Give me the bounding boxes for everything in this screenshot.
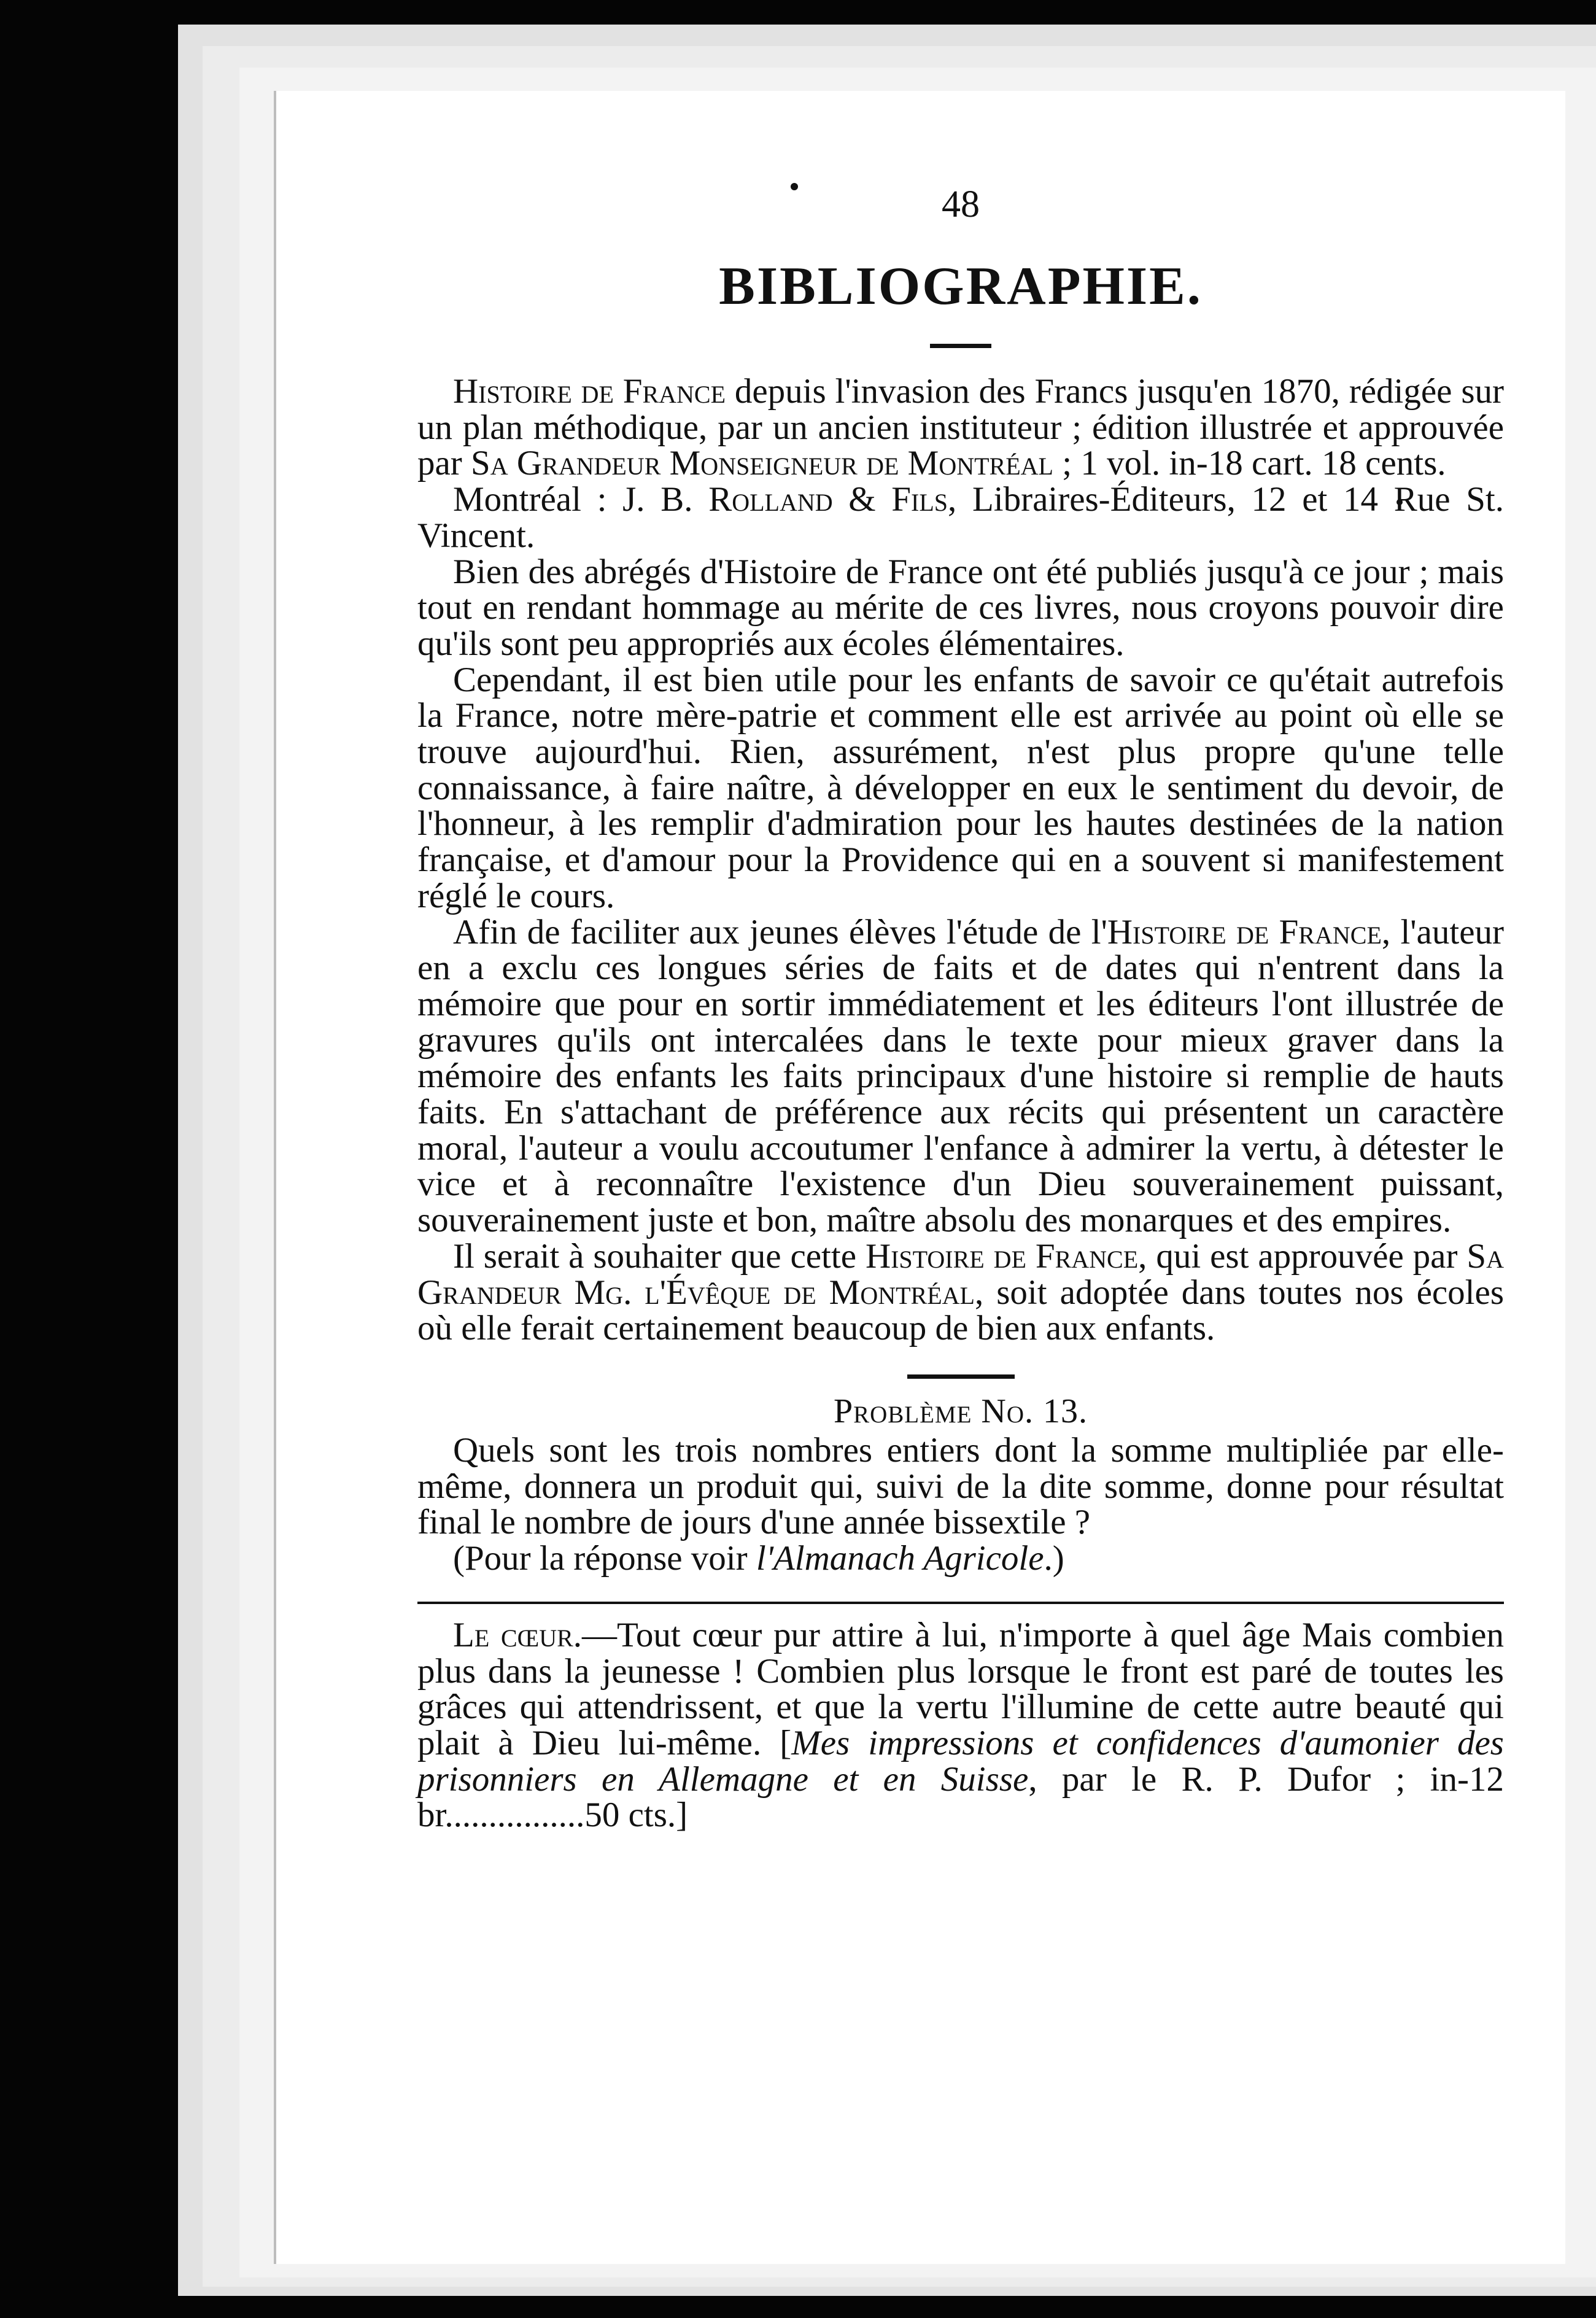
coeur-label: Le cœur [453,1615,573,1654]
document-page [276,91,1565,2264]
publisher-line: Montréal : J. B. Rolland & Fils, Libraires-Éditeurs, 12 et 14 Rue St. Vincent. [417,480,1504,555]
book-title: Histoire de France [1107,912,1382,952]
heading-rule [930,344,991,348]
book-entry: Histoire de France depuis l'invasion des Francs jusqu'en 1870, rédigée sur un plan méthodique, par un ancien instituteur ; édition illustrée et approuvée par Sa Grandeur Monseigneur de Montréal ; 1 vol. in-18 cart. 18 cents. [417,372,1504,483]
page-number: 48 [942,184,980,225]
book-title: Histoire de France [453,372,726,411]
authority-name: Sa Grandeur Monseigneur de Montréal [471,444,1053,483]
citation-title: Mes impressions et confidences d'aumonier des prisonniers en Allemagne et en Suisse [417,1723,1504,1799]
section-heading: BIBLIOGRAPHIE. [719,257,1203,316]
bibliography-section [417,344,1504,1834]
review-paragraph: Il serait à souhaiter que cette Histoire de France, qui est approuvée par Sa Grandeur Mg. l'Évêque de Montréal, soit adoptée dans toutes nos écoles où elle ferait certainement beaucoup de bien aux enfants. [417,1236,1505,1348]
problem-title: Problème No. 13. [833,1392,1088,1430]
coeur-paragraph: Le cœur.—Tout cœur pur attire à lui, n'importe à quel âge Mais combien plus dans la jeunesse ! Combien plus lorsque le front est paré de toutes les grâces qui attendrissent, et que la vertu l'illumine de cette autre beauté qui plait à Dieu lui-même. [Mes impressions et confidences d'aumonier des prisonniers en Allemagne et en Suisse, par le R. P. Dufor ; in-12 br................50 cts.] [417,1615,1504,1835]
review-paragraph: Afin de faciliter aux jeunes élèves l'étude de l'Histoire de France, l'auteur en a exclu ces longues séries de faits et de dates qui n'entrent dans la mémoire que pour en sortir immédiatement et les éditeurs l'ont illustrée de gravures qu'ils ont intercalées dans le texte pour mieux graver dans la mémoire des enfants les faits principaux d'une histoire si remplie de hauts faits. En s'attachant de préférence aux récits qui présentent un caractère moral, l'auteur a voulu accoutumer l'enfance à admirer la vertu, à détester le vice et à reconnaître l'existence d'un Dieu souverainement puissant, souverainement juste et bon, maître absolu des monarques et des empires. [417,912,1504,1240]
problem-question: Quels sont les trois nombres entiers dont la somme multipliée par elle-même, donnera un produit qui, suivi de la dite somme, donne pour résultat final le nombre de jours d'une année bissextile ? [417,1430,1504,1542]
publisher-name: Rolland & Fils [708,480,948,519]
book-title: Histoire de France [865,1236,1139,1276]
review-paragraph: Bien des abrégés d'Histoire de France ont été publiés jusqu'à ce jour ; mais tout en rendant hommage au mérite de ces livres, nous croyons pouvoir dire qu'ils sont peu appropriés aux écoles élémentaires. [417,552,1504,663]
review-paragraph: Cependant, il est bien utile pour les enfants de savoir ce qu'était autrefois la France, notre mère-patrie et comment elle est arrivée au point où elle se trouve aujourd'hui. Rien, assurément, n'est plus propre qu'une telle connaissance, à faire naître, à développer en eux le sentiment du devoir, de l'honneur, à les remplir d'admiration pour les hautes destinées de la nation française, et d'amour pour la Providence qui en a souvent si manifestement réglé le cours. [417,660,1504,915]
authority-name: Sa Grandeur Mg. l'Évêque de Montréal [417,1236,1504,1312]
problem-answer-note: (Pour la réponse voir l'Almanach Agricole.) [453,1539,1064,1578]
section-rule [907,1374,1015,1379]
full-width-rule [417,1602,1504,1604]
